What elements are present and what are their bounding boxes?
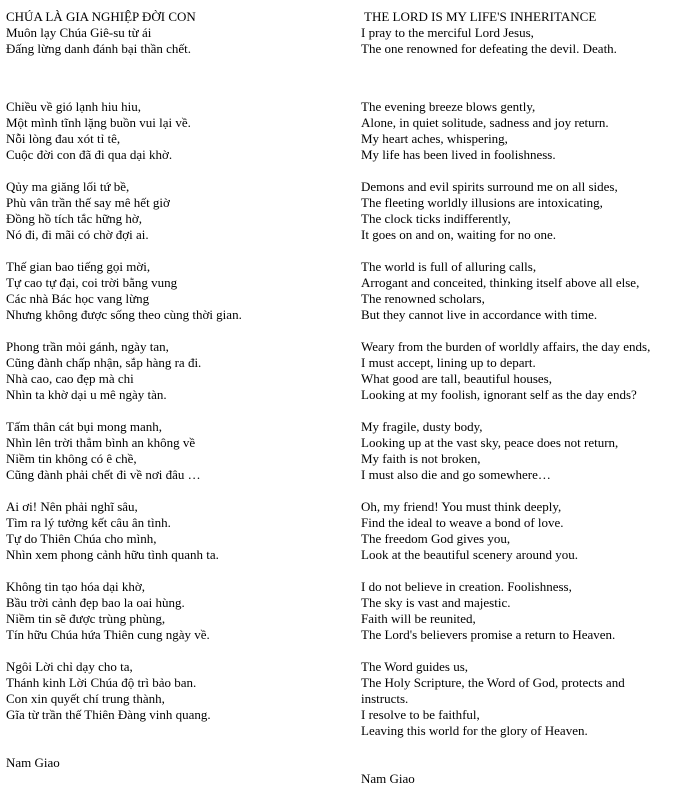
verse-line: Chiều về gió lạnh hiu hiu,: [6, 99, 142, 114]
verse-line: Gĩa từ trần thế Thiên Đàng vinh quang.: [6, 707, 211, 722]
verse-line: The Holy Scripture, the Word of God, protects and: [361, 675, 625, 690]
verse-line: Tìm ra lý tưởng kết câu ân tình.: [6, 515, 171, 530]
verse-line: The evening breeze blows gently,: [361, 99, 536, 114]
stanza: [6, 499, 351, 563]
verse-line: Một mình tĩnh lặng buồn vui lại về.: [6, 115, 191, 130]
verse-line: My heart aches, whispering,: [361, 131, 508, 146]
verse-line: Nhà cao, cao đẹp mà chi: [6, 371, 134, 386]
verse-line: Looking up at the vast sky, peace does not return,: [361, 435, 619, 450]
verse-line: Alone, in quiet solitude, sadness and joy return.: [361, 115, 609, 130]
verse-line: Ai ơi! Nên phải nghĩ sâu,: [6, 499, 138, 514]
verse-line: My fragile, dusty body,: [361, 419, 483, 434]
verse-line: Nhìn lên trời thẳm bình an không về: [6, 435, 196, 450]
verse-line: Nó đi, đi mãi có chờ đợi ai.: [6, 227, 149, 242]
verse-line: Arrogant and conceited, thinking itself above all else,: [361, 275, 640, 290]
verse-line: Tự do Thiên Chúa cho mình,: [6, 531, 157, 546]
stanza: [6, 259, 351, 323]
verse-line: Leaving this world for the glory of Heaven.: [361, 723, 588, 738]
verse-line: Faith will be reunited,: [361, 611, 476, 626]
verse-line: Nỗi lòng đau xót tỉ tê,: [6, 131, 121, 146]
verse-line: Không tin tạo hóa dại khờ,: [6, 579, 146, 594]
poem-title: CHÚA LÀ GIA NGHIỆP ĐỜI CON: [6, 9, 196, 24]
verse-line: What good are tall, beautiful houses,: [361, 371, 552, 386]
author-signature: Nam Giao: [361, 771, 415, 786]
opening-line: I pray to the merciful Lord Jesus,: [361, 25, 534, 40]
verse-line: Phù vân trần thế say mê hết giờ: [6, 195, 170, 210]
verse-line: Ngôi Lời chỉ dạy cho ta,: [6, 659, 133, 674]
stanza: [361, 499, 673, 563]
vietnamese-poem: [6, 9, 351, 771]
verse-line: Oh, my friend! You must think deeply,: [361, 499, 562, 514]
verse-line: The fleeting worldly illusions are intoxicating,: [361, 195, 603, 210]
verse-line: Các nhà Bác học vang lừng: [6, 291, 150, 306]
stanza: [361, 579, 673, 643]
verse-line: Nhìn ta khờ dại u mê ngày tàn.: [6, 387, 167, 402]
stanza: [6, 339, 351, 403]
verse-line: Look at the beautiful scenery around you.: [361, 547, 578, 562]
verse-line: Tự cao tự đại, coi trời bằng vung: [6, 275, 178, 290]
verse-line: But they cannot live in accordance with time.: [361, 307, 598, 322]
verse-line: Find the ideal to weave a bond of love.: [361, 515, 564, 530]
verse-line: Bầu trời cảnh đẹp bao la oai hùng.: [6, 595, 185, 610]
verse-line: Con xin quyết chí trung thành,: [6, 691, 165, 706]
author-signature: Nam Giao: [6, 755, 60, 770]
verse-line: Phong trần mỏi gánh, ngày tan,: [6, 339, 169, 354]
verse-line: The freedom God gives you,: [361, 531, 511, 546]
verse-line: I must also die and go somewhere…: [361, 467, 551, 482]
stanza: [361, 259, 673, 323]
verse-line: Qủy ma giăng lối tứ bề,: [6, 179, 130, 194]
verse-line: Tín hữu Chúa hứa Thiên cung ngày về.: [6, 627, 210, 642]
verse-line: Cũng đành phải chết đi về nơi đâu …: [6, 467, 201, 482]
stanza: [361, 179, 673, 243]
stanza: [361, 339, 673, 403]
verse-line: The sky is vast and majestic.: [361, 595, 511, 610]
opening-line: The one renowned for defeating the devil. Death.: [361, 41, 617, 56]
verse-line: Niềm tin sẽ được trùng phùng,: [6, 611, 166, 626]
verse-line: The Word guides us,: [361, 659, 469, 674]
verse-line: I resolve to be faithful,: [361, 707, 480, 722]
verse-line: Cũng đành chấp nhận, sắp hàng ra đi.: [6, 355, 202, 370]
stanza: [6, 659, 351, 723]
verse-line: Cuộc đời con đã đi qua dại khờ.: [6, 147, 173, 162]
verse-line: The world is full of alluring calls,: [361, 259, 537, 274]
verse-line: Nhưng không được sống theo cùng thời gian.: [6, 307, 242, 322]
verse-line: Tấm thân cát bụi mong manh,: [6, 419, 162, 434]
verse-line: Thế gian bao tiếng gọi mời,: [6, 259, 151, 274]
verse-line: The Lord's believers promise a return to Heaven.: [361, 627, 616, 642]
stanza: [6, 179, 351, 243]
verse-line: My faith is not broken,: [361, 451, 481, 466]
stanza: [6, 579, 351, 643]
english-poem: [361, 9, 673, 787]
stanza: [361, 99, 673, 163]
verse-line: Nhìn xem phong cảnh hữu tình quanh ta.: [6, 547, 219, 562]
stanza: [361, 419, 673, 483]
verse-line: Đồng hồ tích tắc hững hờ,: [6, 211, 142, 226]
opening-line: Muôn lạy Chúa Giê-su từ ái: [6, 25, 152, 40]
verse-line: Weary from the burden of worldly affairs, the day ends,: [361, 339, 651, 354]
verse-line: The renowned scholars,: [361, 291, 485, 306]
poem-title: THE LORD IS MY LIFE'S INHERITANCE: [364, 9, 597, 24]
verse-line: Looking at my foolish, ignorant self as the day ends?: [361, 387, 637, 402]
verse-line: It goes on and on, waiting for no one.: [361, 227, 556, 242]
verse-line: I do not believe in creation. Foolishness,: [361, 579, 572, 594]
verse-line: Demons and evil spirits surround me on all sides,: [361, 179, 618, 194]
verse-line: The clock ticks indifferently,: [361, 211, 511, 226]
opening-line: Đấng lừng danh đánh bại thần chết.: [6, 41, 192, 56]
verse-line: Niềm tin không có ê chề,: [6, 451, 137, 466]
verse-line: instructs.: [361, 691, 409, 706]
verse-line: Thánh kinh Lời Chúa độ trì bảo ban.: [6, 675, 197, 690]
stanza: [6, 99, 351, 163]
stanza: [6, 419, 351, 483]
verse-line: I must accept, lining up to depart.: [361, 355, 536, 370]
verse-line: My life has been lived in foolishness.: [361, 147, 556, 162]
stanza: [361, 659, 673, 739]
